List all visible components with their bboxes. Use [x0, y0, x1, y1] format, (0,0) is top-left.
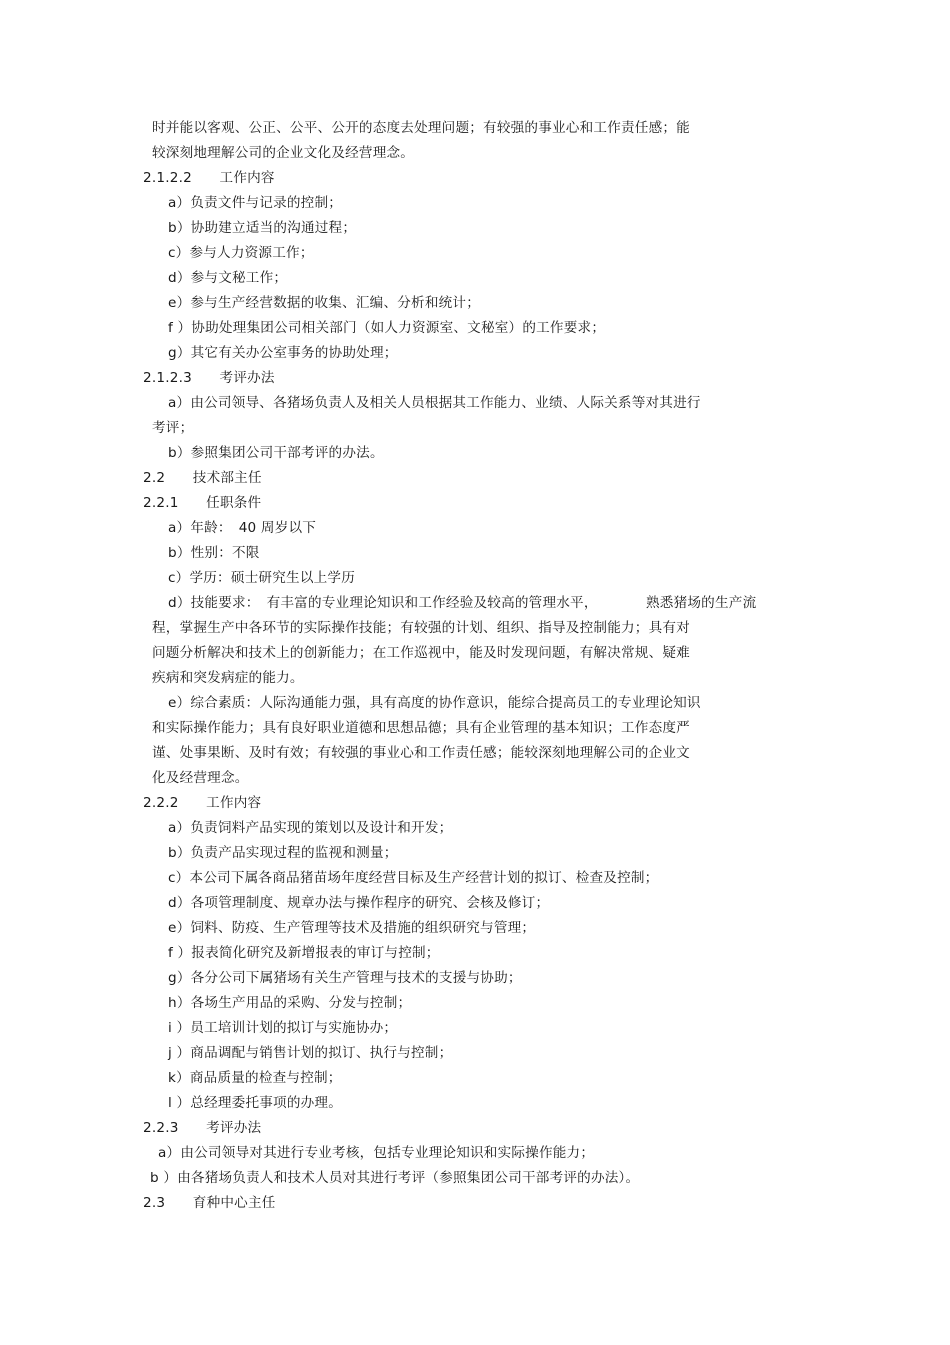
list-item: d）参与文秘工作；: [168, 270, 288, 286]
text-line: 程，掌握生产中各环节的实际操作技能；有较强的计划、组织、指导及控制能力；具有对: [152, 620, 690, 636]
list-item: g）其它有关办公室事务的协助处理；: [168, 345, 398, 361]
list-item: b ）由各猪场负责人和技术人员对其进行考评（参照集团公司干部考评的办法）。: [150, 1170, 640, 1186]
list-item: l ）总经理委托事项的办理。: [168, 1095, 343, 1111]
list-item: g）各分公司下属猪场有关生产管理与技术的支援与协助；: [168, 970, 522, 986]
list-item: d）技能要求： 有丰富的专业理论知识和工作经验及较高的管理水平， 熟悉猪场的生产流: [168, 595, 757, 611]
list-item: k）商品质量的检查与控制；: [168, 1070, 342, 1086]
text-line: 较深刻地理解公司的企业文化及经营理念。: [152, 145, 415, 161]
list-item: c）参与人力资源工作；: [168, 245, 314, 261]
list-item: h）各场生产用品的采购、分发与控制；: [168, 995, 412, 1011]
list-item: f ）报表简化研究及新增报表的审订与控制；: [168, 945, 440, 961]
list-item: a）由公司领导对其进行专业考核，包括专业理论知识和实际操作能力；: [158, 1145, 595, 1161]
list-item: e）参与生产经营数据的收集、汇编、分析和统计；: [168, 295, 481, 311]
list-item: d）各项管理制度、规章办法与操作程序的研究、会核及修订；: [168, 895, 550, 911]
section-heading: 2.2.1 任职条件: [143, 495, 262, 511]
list-item: b）参照集团公司干部考评的办法。: [168, 445, 384, 461]
section-heading: 2.3 育种中心主任: [143, 1195, 276, 1211]
list-item: i ）员工培训计划的拟订与实施协办；: [168, 1020, 398, 1036]
list-item: b）负责产品实现过程的监视和测量；: [168, 845, 398, 861]
text-line: 疾病和突发病症的能力。: [152, 670, 304, 686]
text-line: 谨、处事果断、及时有效；有较强的事业心和工作责任感；能较深刻地理解公司的企业文: [152, 745, 690, 761]
list-item: b）协助建立适当的沟通过程；: [168, 220, 357, 236]
list-item: c）本公司下属各商品猪苗场年度经营目标及生产经营计划的拟订、检查及控制；: [168, 870, 659, 886]
list-item: a）负责饲料产品实现的策划以及设计和开发；: [168, 820, 453, 836]
section-heading: 2.1.2.3 考评办法: [143, 370, 275, 386]
list-item: c）学历：硕士研究生以上学历: [168, 570, 355, 586]
section-heading: 2.1.2.2 工作内容: [143, 170, 275, 186]
section-heading: 2.2.3 考评办法: [143, 1120, 262, 1136]
text-line: 化及经营理念。: [152, 770, 249, 786]
list-item: a）负责文件与记录的控制；: [168, 195, 343, 211]
text-line: 时并能以客观、公正、公平、公开的态度去处理问题；有较强的事业心和工作责任感；能: [152, 120, 690, 136]
text-line: 和实际操作能力；具有良好职业道德和思想品德；具有企业管理的基本知识；工作态度严: [152, 720, 690, 736]
list-item: a）年龄： 40 周岁以下: [168, 520, 317, 536]
section-heading: 2.2 技术部主任: [143, 470, 262, 486]
list-item: j ）商品调配与销售计划的拟订、执行与控制；: [168, 1045, 453, 1061]
text-line: 考评；: [152, 420, 194, 436]
list-item: a）由公司领导、各猪场负责人及相关人员根据其工作能力、业绩、人际关系等对其进行: [168, 395, 701, 411]
list-item: b）性别：不限: [168, 545, 260, 561]
list-item: e）综合素质：人际沟通能力强，具有高度的协作意识，能综合提高员工的专业理论知识: [168, 695, 701, 711]
text-line: 问题分析解决和技术上的创新能力；在工作巡视中，能及时发现问题，有解决常规、疑难: [152, 645, 690, 661]
list-item: e）饲料、防疫、生产管理等技术及措施的组织研究与管理；: [168, 920, 536, 936]
list-item: f ）协助处理集团公司相关部门（如人力资源室、文秘室）的工作要求；: [168, 320, 606, 336]
section-heading: 2.2.2 工作内容: [143, 795, 262, 811]
